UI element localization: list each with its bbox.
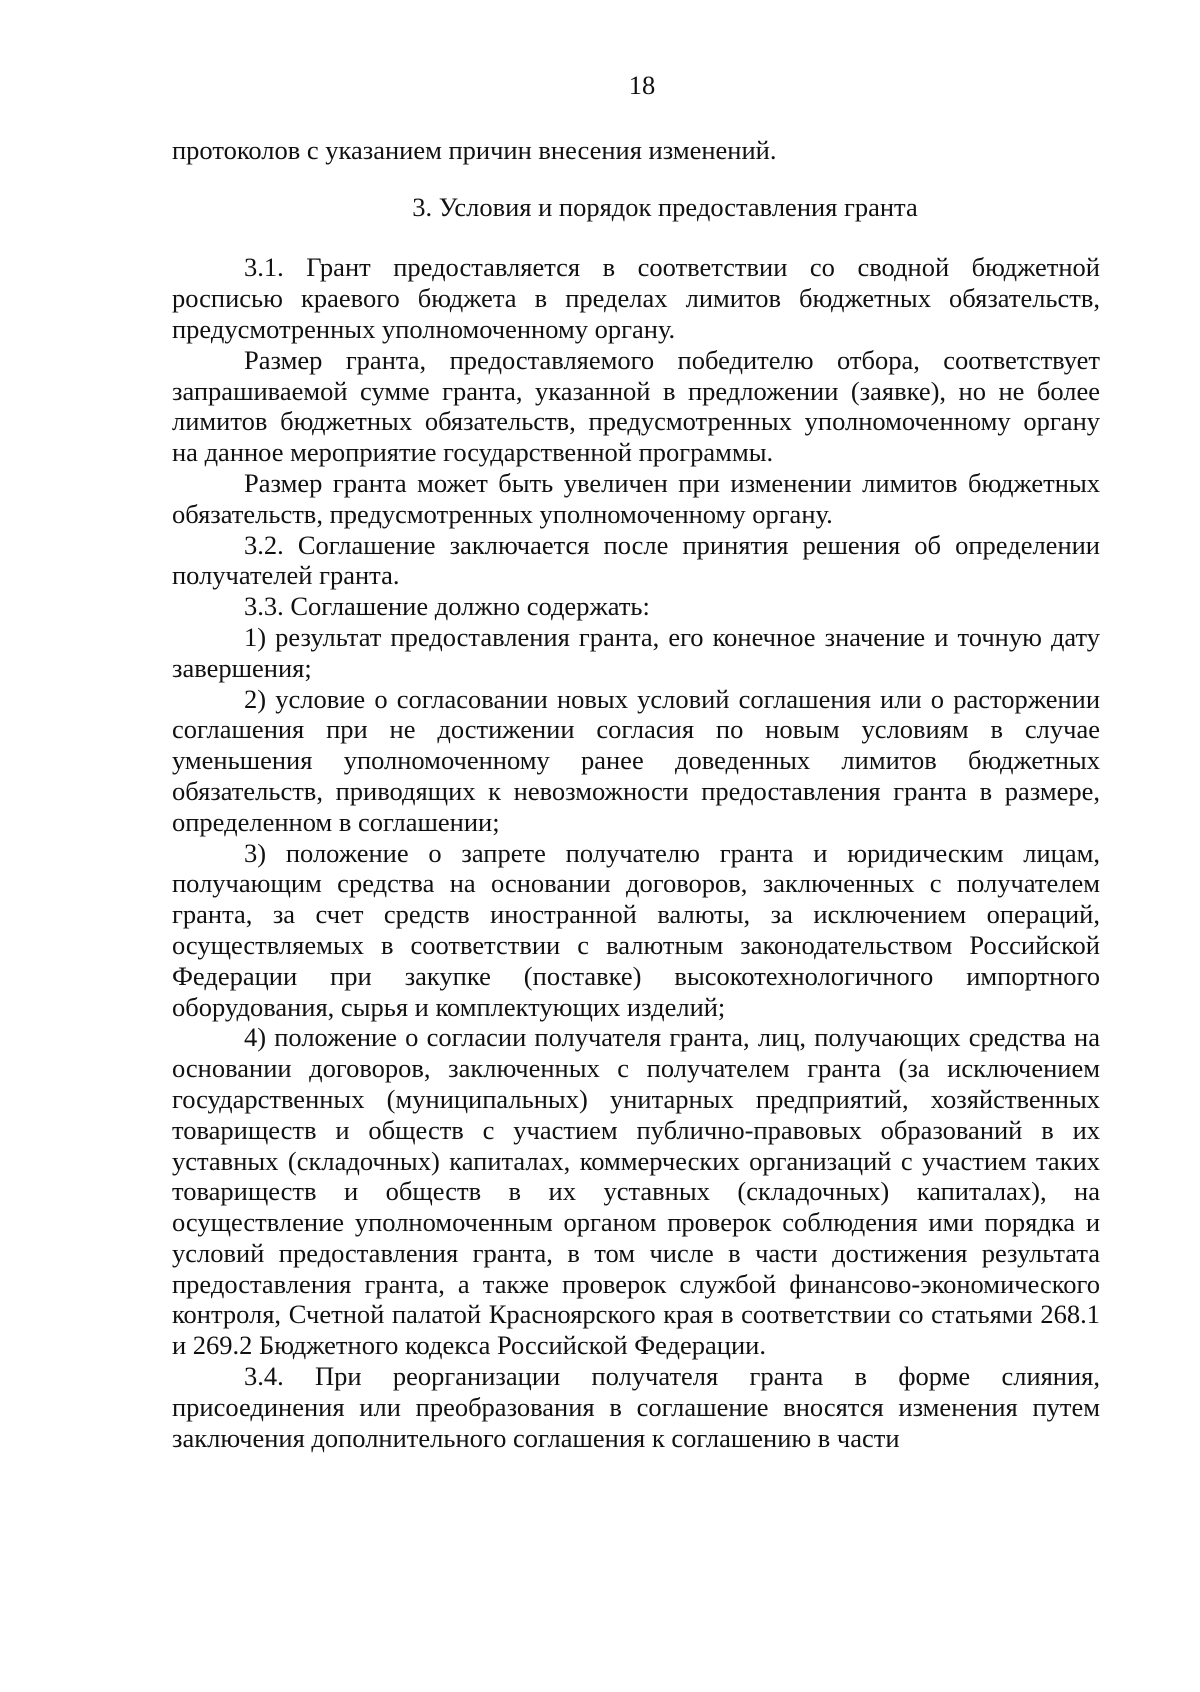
paragraph-3-2: 3.2. Соглашение заключается после принятия решения об определении получателей гранта. bbox=[172, 529, 1100, 591]
paragraph-grant-size: Размер гранта, предоставляемого победителю отбора, соответствует запрашиваемой сумме гранта, указанной в предложении (заявке), но не более лимитов бюджетных обязательств, предусмотренных уполномоченному органу на данное мероприятие государственной программы. bbox=[172, 344, 1100, 468]
list-item-4: 4) положение о согласии получателя гранта, лиц, получающих средства на основании договоров, заключенных с получателем гранта (за исключением государственных (муниципальных) унитарных предприятий, хозяйственных товариществ и обществ с участием публично-правовых образований в их уставных (складочных) капиталах, коммерческих организаций с участием таких товариществ и обществ в их уставных (складочных) капиталах), на осуществление уполномоченным органом проверок соблюдения ими порядка и условий предоставления гранта, в том числе в части достижения результата предоставления гранта, а также проверок службой финансово-экономического контроля, Счетной палатой Красноярского края в соответствии со статьями 268.1 и 269.2 Бюджетного кодекса Российской Федерации. bbox=[172, 1022, 1100, 1361]
paragraph-3-3: 3.3. Соглашение должно содержать: bbox=[244, 591, 650, 622]
section-heading: 3. Условия и порядок предоставления гранта bbox=[412, 191, 918, 222]
list-item-1: 1) результат предоставления гранта, его конечное значение и точную дату завершения; bbox=[172, 621, 1100, 683]
paragraph-3-1: 3.1. Грант предоставляется в соответствии со сводной бюджетной росписью краевого бюджета в пределах лимитов бюджетных обязательств, предусмотренных уполномоченному органу. bbox=[172, 252, 1100, 344]
list-item-2: 2) условие о согласовании новых условий соглашения или о расторжении соглашения при не достижении согласия по новым условиям в случае уменьшения уполномоченному ранее доведенных лимитов бюджетных обязательств, приводящих к невозможности предоставления гранта в размере, определенном в соглашении; bbox=[172, 683, 1100, 837]
paragraph-3-4: 3.4. При реорганизации получателя гранта в форме слияния, присоединения или преобразования в соглашение вносятся изменения путем заключения дополнительного соглашения к соглашению в части bbox=[172, 1361, 1100, 1453]
paragraph-grant-increase: Размер гранта может быть увеличен при изменении лимитов бюджетных обязательств, предусмотренных уполномоченному органу. bbox=[172, 467, 1100, 529]
document-page bbox=[172, 70, 1100, 1453]
list-item-3: 3) положение о запрете получателю гранта и юридическим лицам, получающим средства на основании договоров, заключенных с получателем гранта, за счет средств иностранной валюты, за исключением операций, осуществляемых в соответствии с валютным законодательством Российской Федерации при закупке (поставке) высокотехнологичного импортного оборудования, сырья и комплектующих изделий; bbox=[172, 837, 1100, 1022]
intro-line: протоколов с указанием причин внесения изменений. bbox=[172, 134, 777, 165]
page-number: 18 bbox=[628, 70, 656, 100]
